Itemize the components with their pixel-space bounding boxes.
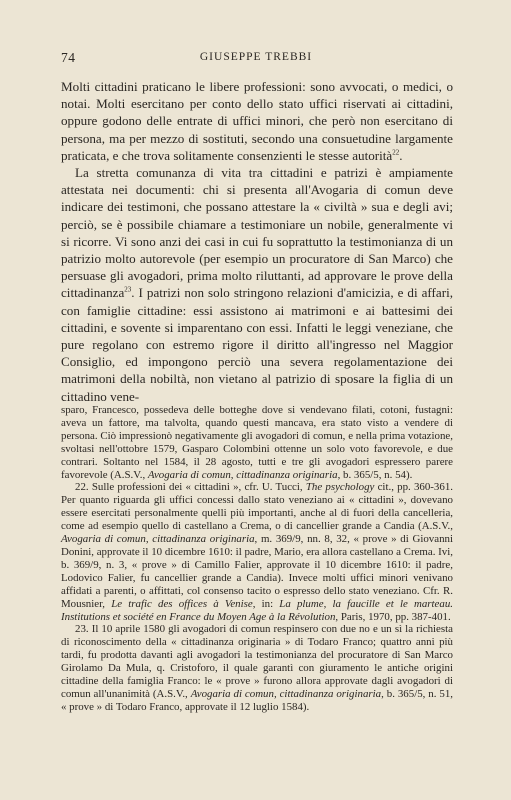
footnote-22: 22. Sulle professioni dei « cittadini », cfr. U. Tucci, The psychology cit., pp. 360-361. Per quanto riguarda gli uffici concessi dallo stato veneziano ai « cittadini », dovevano essere esercitati personalmente quelli più importanti, anche al di fuori della cancelleria, come ad esempio quello di castellano a Crema, o di cancellier grande a Candia (A.S.V., Avogaria di comun, cittadinanza originaria, m. 369/9, nn. 8, 32, « prove » di Giovanni Donini, approvate il 10 dicembre 1610: il padre, Mario, era allora castellano a Crema. Ivi, b. 369/9, n. 3, « prove » di Camillo Falier, approvate il 10 dicembre 1610: il padre, Lodovico Falier, fu cancellier grande a Candia). Invece molti uffici minori venivano affidati a parenti, o affittati, col consenso tacito o espresso dello stato veneziano. Cfr. R. Mousnier, Le trafic des offices à Venise, in: La plume, la faucille et le marteau. Institutions et société en France du Moyen Age à la Révolution, Paris, 1970, pp. 387-401. [61,481,453,623]
footnote-continuation: sparo, Francesco, possedeva delle botteghe dove si vendevano filati, cotoni, fustagni: aveva un fattore, ma talvolta, quando questi mancava, era stato visto a vendere di persona. Ciò impressionò negativamente gli avogadori di comun, e nella prima votazione, svoltasi nell'ottobre 1579, Gasparo Colombini ottenne un solo voto favorevole, e due contrari. Soltanto nel 1584, il 28 agosto, tutti e tre gli avogadori espressero parere favorevole (A.S.V., Avogaria di comun, cittadinanza originaria, b. 365/5, n. 54). [61,404,453,481]
running-header [61,50,451,66]
main-text [61,78,453,405]
footnotes [61,404,453,714]
page-number: 74 [61,50,76,65]
paragraph: La stretta comunanza di vita tra cittadini e patrizi è ampiamente attestata nei documenti: chi si presenta all'Avogaria di comun deve indicare dei testimoni, che possano attestare la « civiltà » sua e degli avi; perciò, se è possibile chiamare a testimoniare un nobile, generalmente vi si ricorre. Vi sono anzi dei casi in cui fu soprattutto la testimonianza di un patrizio molto autorevole (per esempio un procuratore di San Marco) che persuase gli avogadori, prima molto riluttanti, ad approvare le prove della cittadinanza$^{23}$. I patrizi non solo stringono relazioni d'amicizia, e di affari, con famiglie cittadine: essi assistono ai matrimoni e ai battesimi dei cittadini, e sovente si imparentano con essi. Infatti le leggi veneziane, che pure regolano con estremo rigore il diritto all'ingresso nel Maggior Consiglio, ed impongono perciò una severa regolamentazione dei matrimoni della nobiltà, non vietano al patrizio di sposare la figlia di un cittadino vene- [61,165,453,404]
footnote-ref: 23 [124,286,132,295]
paragraph: Molti cittadini praticano le libere professioni: sono avvocati, o medici, o notai. Molti esercitano per conto dello stato uffici riservati ai cittadini, oppure godono delle entrate di uffici minori, che però non esercitano di persona, ma per mezzo di sostituti, secondo una consuetudine largamente praticata, e che trova solitamente consenzienti le stesse autorità$^{22}$. [61,79,453,163]
footnote-23: 23. Il 10 aprile 1580 gli avogadori di comun respinsero con due no e un sì la richiesta di riconoscimento della « cittadinanza originaria » di Todaro Franco; quattro anni più tardi, fu prodotta davanti agli avogadori la testimonianza del procuratore di San Marco Girolamo Da Mula, q. Cristoforo, il quale garantì con giuramento le antiche origini cittadine della famiglia Franco: le « prove » furono allora approvate dagli avogadori di comun all'unanimità (A.S.V., Avogaria di comun, cittadinanza originaria, b. 365/5, n. 51, « prove » di Todaro Franco, approvate il 12 luglio 1584). [61,623,453,713]
running-header-author: GIUSEPPE TREBBI [199,51,313,63]
footnote-ref: 22 [392,148,400,157]
